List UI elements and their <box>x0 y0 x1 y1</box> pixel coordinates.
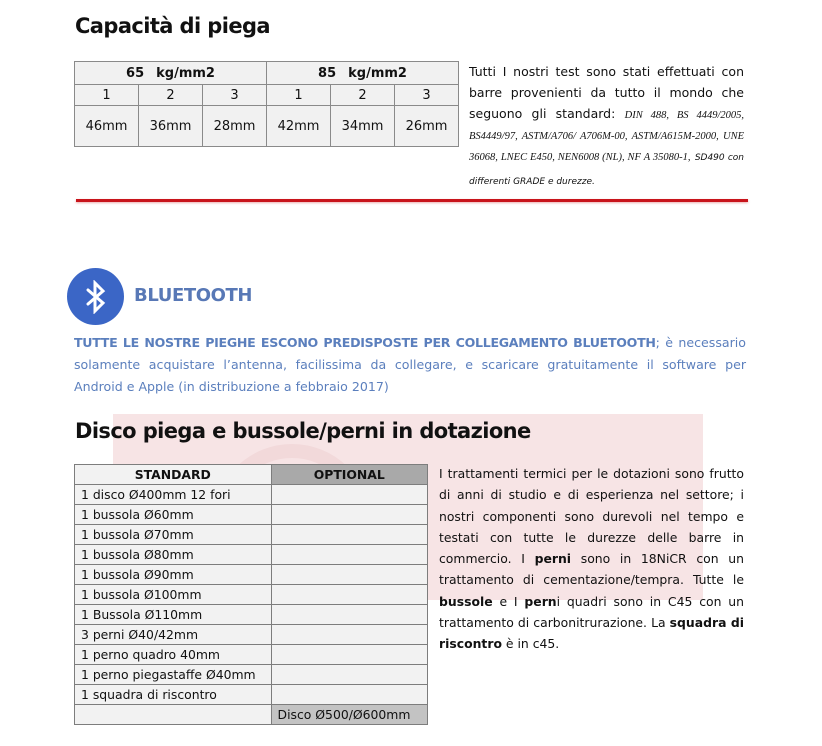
standard-item: 1 perno quadro 40mm <box>75 645 272 665</box>
standards-note-lead: Tutti I nostri test sono stati effettuati con barre provenienti da tutto il mondo che seguono gli standard: <box>469 64 744 121</box>
standard-item: 1 perno piegastaffe Ø40mm <box>75 665 272 685</box>
optional-item <box>271 485 427 505</box>
section-title-kit: Disco piega e bussole/perni in dotazione <box>75 419 531 443</box>
standards-note-tail: SD490 con differenti GRADE e durezze. <box>469 153 744 187</box>
capacity-value: 26mm <box>395 106 459 147</box>
note-text: I trattamenti termici per le dotazioni sono frutto di anni di studio e di esperienza nel settore; i nostri componenti sono durevoli nel tempo e testati con tutte le durezze delle barre in commercio. I <box>439 466 744 567</box>
optional-item <box>271 585 427 605</box>
standards-list: DIN 488, BS 4449/2005, BS4449/97, ASTM/A706/ A706M-00, ASTM/A615M-2000, UNE 36068, LNEC E450, NEN6008 (NL), NF A 35080-1, <box>469 110 744 163</box>
optional-item <box>271 505 427 525</box>
standard-item: 1 bussola Ø100mm <box>75 585 272 605</box>
group-header-65 <box>75 62 267 85</box>
table-row <box>75 605 428 625</box>
emphasis-text: pern <box>524 593 557 609</box>
bluetooth-body: ; è necessario solamente acquistare l’antenna, facilissima da collegare, e scaricare gratuitamente il software per Android e Apple (in distribuzione a febbraio 2017) <box>74 335 746 394</box>
header-standard: STANDARD <box>75 465 272 485</box>
optional-item: Disco Ø500/Ø600mm <box>271 705 427 725</box>
group-header-85 <box>267 62 459 85</box>
column-number: 2 <box>331 85 395 106</box>
table-row <box>75 565 428 585</box>
table-row <box>75 525 428 545</box>
bluetooth-icon <box>67 268 124 325</box>
strength-value: 85 <box>318 65 337 81</box>
table-row <box>75 485 428 505</box>
column-number: 1 <box>75 85 139 106</box>
table-row <box>75 665 428 685</box>
strength-unit: kg/mm2 <box>156 65 215 81</box>
standard-item <box>75 705 272 725</box>
column-number: 1 <box>267 85 331 106</box>
bluetooth-title: BLUETOOTH <box>134 285 253 306</box>
column-number: 3 <box>203 85 267 106</box>
table-row <box>75 645 428 665</box>
note-text: e I <box>492 593 525 609</box>
header-optional: OPTIONAL <box>271 465 427 485</box>
table-row <box>75 705 428 725</box>
column-number: 3 <box>395 85 459 106</box>
capacity-value: 42mm <box>267 106 331 147</box>
section-divider <box>76 199 748 202</box>
table-row <box>75 505 428 525</box>
strength-unit: kg/mm2 <box>348 65 407 81</box>
emphasis-text: squadra di riscontro <box>439 615 744 652</box>
table-row <box>75 585 428 605</box>
optional-item <box>271 605 427 625</box>
standard-item: 1 bussola Ø80mm <box>75 545 272 565</box>
equipment-table <box>74 464 428 725</box>
capacity-value: 46mm <box>75 106 139 147</box>
note-text: è in c45. <box>501 636 560 652</box>
capacity-value: 28mm <box>203 106 267 147</box>
table-row <box>75 685 428 705</box>
capacity-value: 36mm <box>139 106 203 147</box>
optional-item <box>271 645 427 665</box>
table-row <box>75 625 428 645</box>
standard-item: 1 bussola Ø60mm <box>75 505 272 525</box>
optional-item <box>271 685 427 705</box>
standard-item: 3 perni Ø40/42mm <box>75 625 272 645</box>
emphasis-text: perni <box>534 551 572 567</box>
table-row <box>75 545 428 565</box>
bending-capacity-table <box>74 61 459 147</box>
table-row <box>75 106 459 147</box>
emphasis-text: bussole <box>439 593 493 609</box>
section-title-capacity: Capacità di piega <box>75 14 270 38</box>
optional-item <box>271 525 427 545</box>
standard-item: 1 bussola Ø70mm <box>75 525 272 545</box>
heat-treatment-note <box>439 463 744 655</box>
bluetooth-glyph-icon <box>81 280 111 314</box>
capacity-value: 34mm <box>331 106 395 147</box>
standard-item: 1 Bussola Ø110mm <box>75 605 272 625</box>
optional-item <box>271 545 427 565</box>
standards-note <box>469 61 744 193</box>
standard-item: 1 squadra di riscontro <box>75 685 272 705</box>
standard-item: 1 disco Ø400mm 12 fori <box>75 485 272 505</box>
note-text: i quadri sono in C45 con un trattamento di carbonitrurazione. La <box>439 593 744 631</box>
equipment-table-body <box>75 485 428 725</box>
optional-item <box>271 565 427 585</box>
note-text: sono in 18NiCR con un trattamento di cementazione/tempra. Tutte le <box>439 551 744 588</box>
bluetooth-headline: TUTTE LE NOSTRE PIEGHE ESCONO PREDISPOSTE PER COLLEGAMENTO BLUETOOTH <box>74 335 656 350</box>
table-header-row <box>75 62 459 85</box>
table-header-row <box>75 465 428 485</box>
strength-value: 65 <box>126 65 145 81</box>
bluetooth-description <box>74 332 746 398</box>
table-row <box>75 85 459 106</box>
optional-item <box>271 665 427 685</box>
optional-item <box>271 625 427 645</box>
standard-item: 1 bussola Ø90mm <box>75 565 272 585</box>
column-number: 2 <box>139 85 203 106</box>
